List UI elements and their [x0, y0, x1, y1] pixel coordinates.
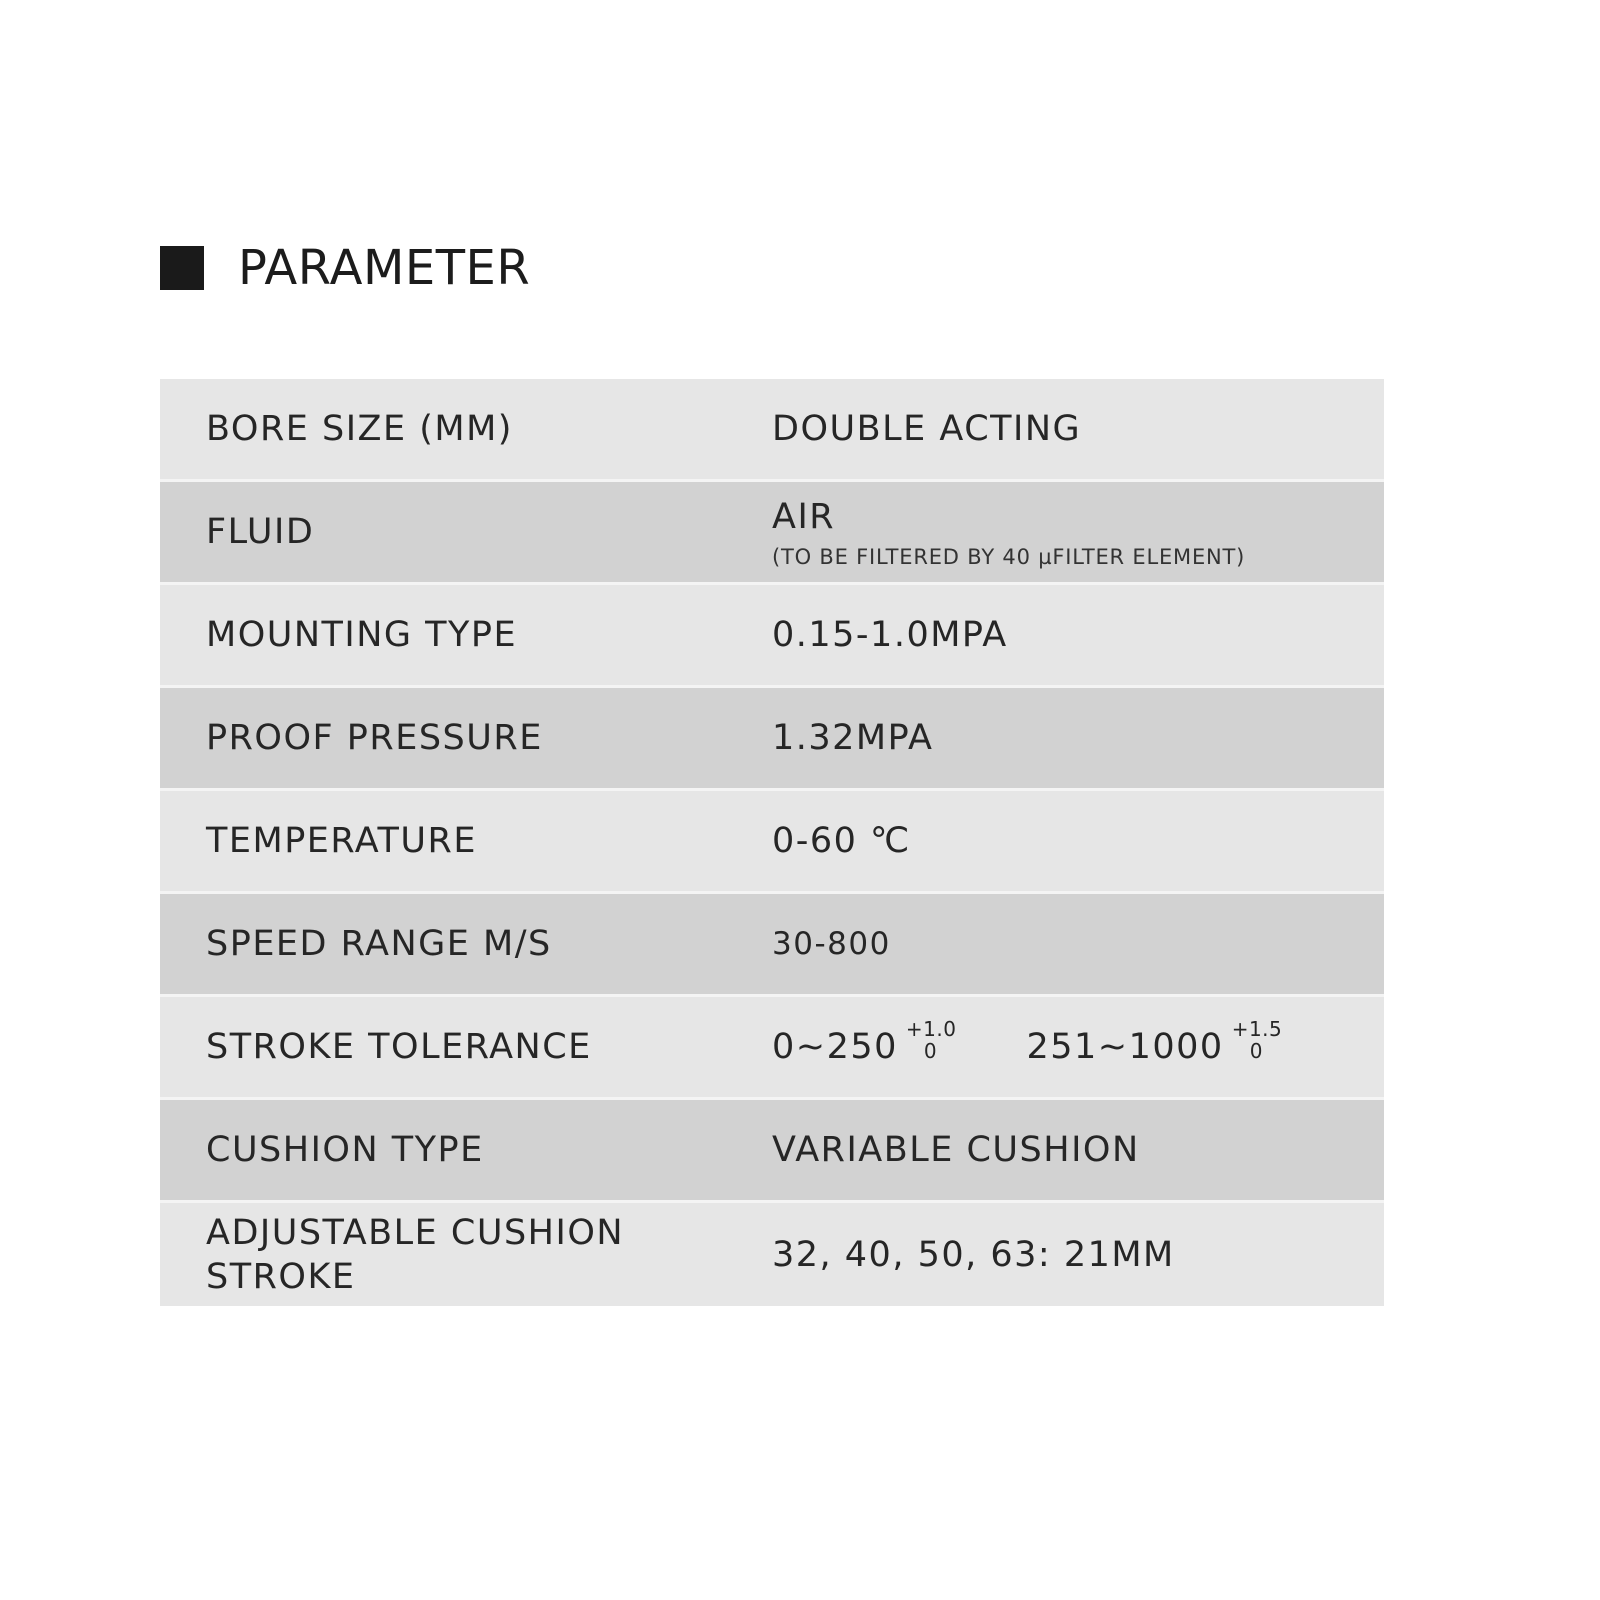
table-row-speed-range — [160, 894, 1384, 997]
tolerance-upper: +1.0 — [905, 1017, 957, 1041]
row-value: 0.15-1.0MPA — [772, 615, 1008, 655]
row-value-cell — [772, 1100, 1364, 1200]
row-value: 1.32MPA — [772, 718, 934, 758]
row-value: VARIABLE CUSHION — [772, 1130, 1140, 1170]
table-row-adjustable-cushion-stroke — [160, 1203, 1384, 1306]
tolerance-lower: 0 — [1249, 1039, 1263, 1063]
tolerance-range: 0~250 — [772, 1027, 898, 1067]
tolerance-upper: +1.5 — [1231, 1017, 1283, 1041]
row-label: ADJUSTABLE CUSHION STROKE — [206, 1212, 625, 1297]
row-value: AIR — [772, 497, 836, 537]
square-bullet-icon — [160, 246, 204, 290]
table-row-stroke-tolerance — [160, 997, 1384, 1100]
tolerance-limits — [906, 1018, 957, 1062]
row-label: SPEED RANGE M/S — [206, 924, 552, 964]
row-value-cell — [772, 894, 1364, 994]
row-value-cell — [772, 482, 1364, 582]
tolerance-lower: 0 — [923, 1039, 938, 1063]
table-row-mounting-type — [160, 585, 1384, 688]
row-value: 0-60 ℃ — [772, 821, 911, 861]
row-value-cell — [772, 585, 1364, 685]
row-label: STROKE TOLERANCE — [206, 1027, 592, 1067]
row-value-cell — [772, 1203, 1364, 1306]
row-label: CUSHION TYPE — [206, 1130, 484, 1170]
table-row-cushion-type — [160, 1100, 1384, 1203]
row-value: 30-800 — [772, 926, 891, 962]
row-label: MOUNTING TYPE — [206, 615, 518, 655]
tolerance-group — [772, 1017, 957, 1069]
row-value-cell — [772, 379, 1364, 479]
row-value-note: (TO BE FILTERED BY 40 µFILTER ELEMENT) — [772, 545, 1246, 569]
table-row-fluid — [160, 482, 1384, 585]
row-value: DOUBLE ACTING — [772, 409, 1082, 449]
row-label: FLUID — [206, 512, 315, 552]
table-row-bore-size — [160, 379, 1384, 482]
row-value-cell — [772, 791, 1364, 891]
table-row-proof-pressure — [160, 688, 1384, 791]
tolerance-limits — [1232, 1018, 1283, 1062]
row-value-cell — [772, 688, 1364, 788]
page-title: PARAMETER — [238, 240, 531, 296]
table-row-temperature — [160, 791, 1384, 894]
tolerance-range: 251~1000 — [1026, 1027, 1224, 1067]
tolerance-values — [772, 1017, 1364, 1069]
section-heading — [160, 238, 530, 298]
parameter-table — [160, 379, 1384, 1306]
tolerance-group — [1026, 1017, 1283, 1069]
row-value: 32, 40, 50, 63: 21MM — [772, 1234, 1175, 1275]
row-label: BORE SIZE (MM) — [206, 409, 513, 449]
row-label: PROOF PRESSURE — [206, 718, 543, 758]
row-label: TEMPERATURE — [206, 821, 477, 861]
row-value-cell — [772, 997, 1364, 1097]
